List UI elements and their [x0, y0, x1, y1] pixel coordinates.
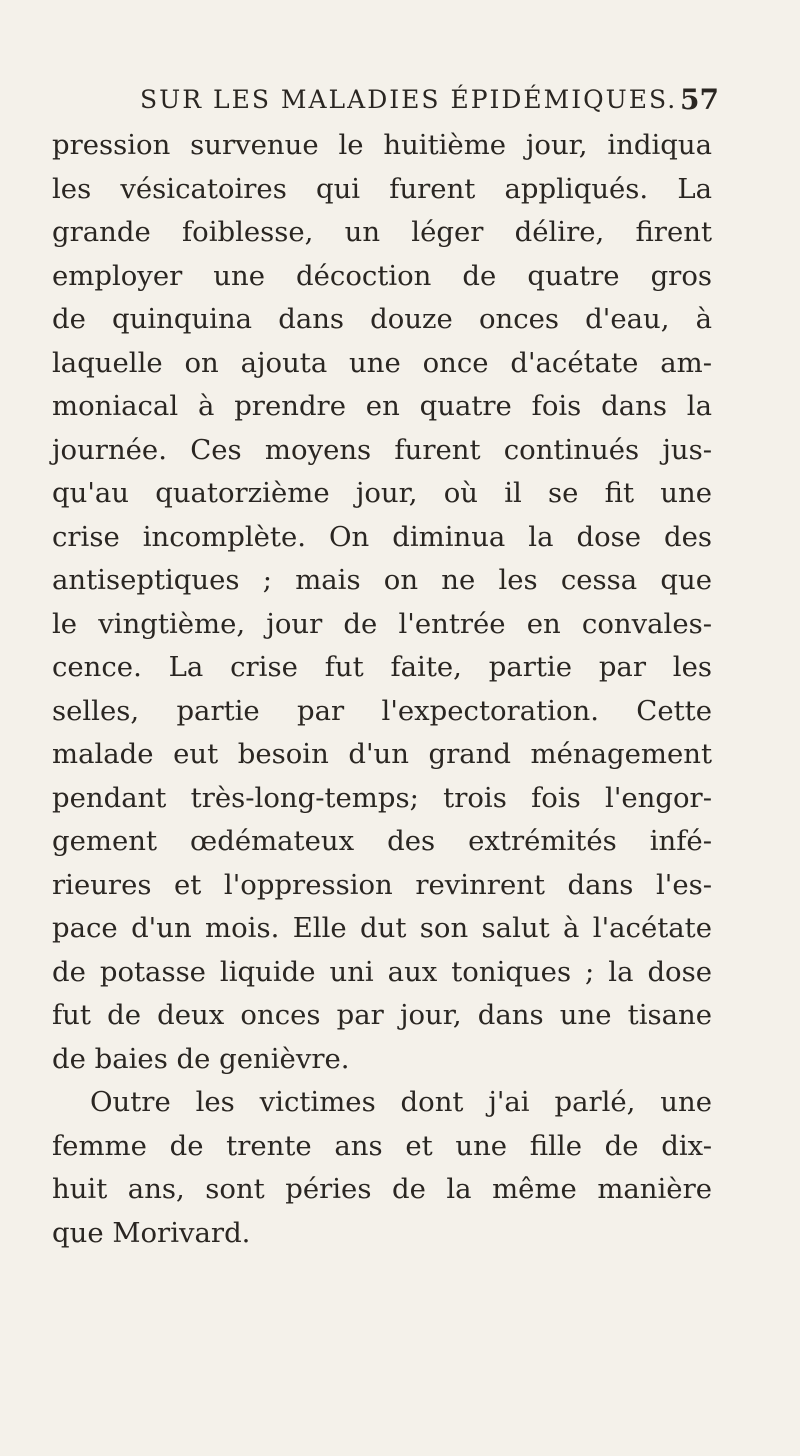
text-line: pendant très-long-temps; trois fois l'engor-: [52, 781, 712, 814]
text-line: de quinquina dans douze onces d'eau, à: [52, 303, 712, 335]
text-line: grande foiblesse, un léger délire, firent: [52, 216, 712, 248]
text-line: pression survenue le huitième jour, indiqua: [52, 129, 712, 161]
text-line: malade eut besoin d'un grand ménagement: [52, 738, 712, 770]
text-line: le vingtième, jour de l'entrée en convales-: [52, 607, 712, 640]
text-line: de baies de genièvre.: [52, 1042, 350, 1075]
text-line: les vésicatoires qui furent appliqués. La: [52, 172, 712, 205]
text-line: fut de deux onces par jour, dans une tisane: [52, 999, 712, 1031]
text-line: journée. Ces moyens furent continués jus-: [52, 433, 712, 466]
text-line: crise incomplète. On diminua la dose des: [52, 520, 712, 553]
text-line: moniacal à prendre en quatre fois dans la: [52, 390, 712, 422]
text-line: de potasse liquide uni aux toniques ; la dose: [52, 955, 712, 988]
page-number: 57: [680, 83, 719, 116]
text-line: pace d'un mois. Elle dut son salut à l'acétate: [52, 912, 712, 944]
text-line: huit ans, sont péries de la même manière: [52, 1173, 712, 1205]
text-line: rieures et l'oppression revinrent dans l'es-: [52, 868, 712, 901]
text-line: laquelle on ajouta une once d'acétate am-: [52, 346, 712, 379]
text-line: gement œdémateux des extrémités infé-: [52, 825, 712, 857]
text-line: antiseptiques ; mais on ne les cessa que: [52, 564, 712, 596]
text-line: employer une décoction de quatre gros: [52, 259, 712, 292]
text-line: qu'au quatorzième jour, où il se fit une: [52, 477, 712, 509]
body-text: [52, 124, 712, 1255]
text-line: Outre les victimes dont j'ai parlé, une: [90, 1086, 712, 1118]
running-title: SUR LES MALADIES ÉPIDÉMIQUES.: [140, 85, 678, 114]
text-line: cence. La crise fut faite, partie par les: [52, 651, 712, 683]
text-line: femme de trente ans et une fille de dix-: [52, 1129, 712, 1162]
text-line: selles, partie par l'expectoration. Cette: [52, 694, 712, 727]
text-line: que Morivard.: [52, 1216, 251, 1249]
page-header: [0, 80, 800, 120]
